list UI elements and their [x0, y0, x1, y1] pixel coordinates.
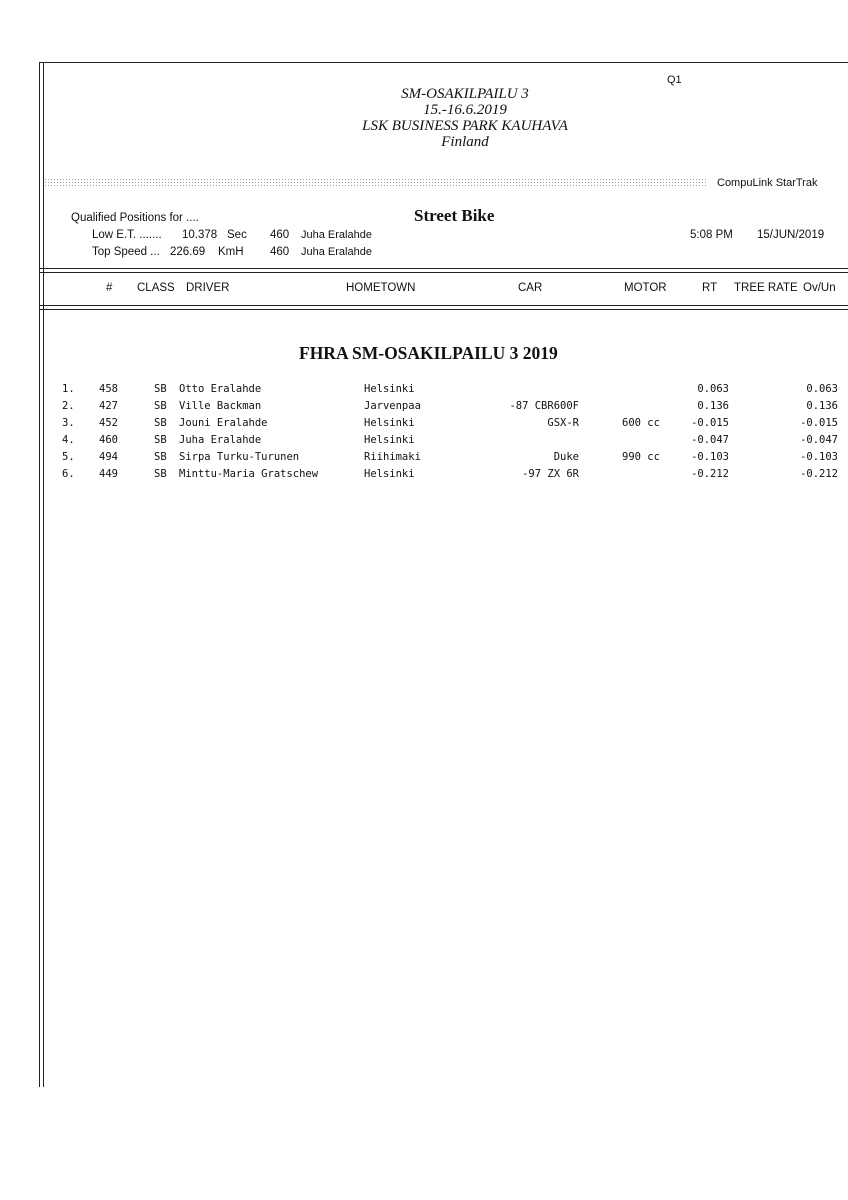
row-position: 2. — [62, 400, 75, 412]
event-header — [300, 86, 630, 150]
row-rt: -0.047 — [691, 434, 729, 446]
system-name: CompuLink StarTrak — [717, 177, 818, 189]
row-class: SB — [154, 468, 167, 480]
row-position: 6. — [62, 468, 75, 480]
low-et-unit: Sec — [227, 229, 247, 241]
row-ov-un: 0.063 — [806, 383, 838, 395]
row-position: 3. — [62, 417, 75, 429]
row-rt: -0.103 — [691, 451, 729, 463]
col-tree-rate: TREE RATE — [734, 282, 798, 294]
top-speed-driver: Juha Eralahde — [301, 246, 372, 258]
row-driver: Ville Backman — [179, 400, 262, 412]
row-car: -97 ZX 6R — [522, 468, 579, 480]
section-title: FHRA SM-OSAKILPAILU 3 2019 — [299, 343, 558, 363]
row-class: SB — [154, 451, 167, 463]
row-position: 5. — [62, 451, 75, 463]
row-hometown: Helsinki — [364, 468, 415, 480]
row-position: 4. — [62, 434, 75, 446]
row-hometown: Jarvenpaa — [364, 400, 421, 412]
row-ov-un: -0.015 — [800, 417, 838, 429]
divider-columns-bottom — [39, 305, 848, 306]
low-et-number: 460 — [270, 229, 290, 241]
row-hometown: Riihimaki — [364, 451, 421, 463]
event-venue: LSK BUSINESS PARK KAUHAVA — [362, 118, 568, 134]
row-driver: Minttu-Maria Gratschew — [179, 468, 319, 480]
col-num: # — [106, 282, 113, 294]
row-driver: Sirpa Turku-Turunen — [179, 451, 300, 463]
row-driver: Juha Eralahde — [179, 434, 262, 446]
top-border — [39, 62, 848, 63]
class-title: Street Bike — [414, 206, 495, 225]
row-number: 452 — [99, 417, 118, 429]
qualified-label: Qualified Positions for .... — [71, 212, 199, 224]
low-et-value: 10.378 — [182, 229, 218, 241]
row-rt: -0.212 — [691, 468, 729, 480]
row-number: 494 — [99, 451, 118, 463]
dotted-separator — [44, 178, 706, 188]
row-number: 460 — [99, 434, 118, 446]
col-hometown: HOMETOWN — [346, 282, 416, 294]
row-car: -87 CBR600F — [509, 400, 579, 412]
report-time: 5:08 PM — [690, 229, 733, 241]
left-border-inner — [43, 62, 44, 1087]
row-rt: 0.136 — [697, 400, 729, 412]
row-ov-un: -0.212 — [800, 468, 838, 480]
col-driver: DRIVER — [186, 282, 230, 294]
report-date: 15/JUN/2019 — [757, 229, 825, 241]
row-ov-un: -0.103 — [800, 451, 838, 463]
col-class: CLASS — [137, 282, 175, 294]
row-motor: 600 cc — [622, 417, 660, 429]
top-speed-value: 226.69 — [170, 246, 206, 258]
row-position: 1. — [62, 383, 75, 395]
row-rt: 0.063 — [697, 383, 729, 395]
row-car: Duke — [553, 451, 579, 463]
divider-qualified-bottom — [39, 268, 848, 269]
row-rt: -0.015 — [691, 417, 729, 429]
row-driver: Jouni Eralahde — [179, 417, 268, 429]
divider-columns-bottom-2 — [39, 309, 848, 310]
row-class: SB — [154, 400, 167, 412]
row-hometown: Helsinki — [364, 434, 415, 446]
row-number: 458 — [99, 383, 118, 395]
row-driver: Otto Eralahde — [179, 383, 262, 395]
low-et-driver: Juha Eralahde — [301, 229, 372, 241]
row-car: GSX-R — [547, 417, 579, 429]
col-rt: RT — [702, 282, 718, 294]
event-dates: 15.-16.6.2019 — [423, 102, 507, 118]
row-hometown: Helsinki — [364, 417, 415, 429]
top-speed-number: 460 — [270, 246, 290, 258]
event-country: Finland — [441, 134, 489, 150]
col-motor: MOTOR — [624, 282, 667, 294]
low-et-label: Low E.T. ....... — [92, 229, 162, 241]
left-border-outer — [39, 62, 40, 1087]
row-hometown: Helsinki — [364, 383, 415, 395]
top-speed-unit: KmH — [218, 246, 244, 258]
row-number: 427 — [99, 400, 118, 412]
event-title: SM-OSAKILPAILU 3 — [401, 86, 529, 102]
row-ov-un: 0.136 — [806, 400, 838, 412]
row-number: 449 — [99, 468, 118, 480]
divider-qualified-bottom-2 — [39, 272, 848, 273]
row-ov-un: -0.047 — [800, 434, 838, 446]
col-ov-un: Ov/Un — [803, 282, 836, 294]
row-class: SB — [154, 434, 167, 446]
col-car: CAR — [518, 282, 543, 294]
row-motor: 990 cc — [622, 451, 660, 463]
row-class: SB — [154, 383, 167, 395]
top-speed-label: Top Speed ... — [92, 246, 160, 258]
page-code: Q1 — [667, 74, 682, 86]
row-class: SB — [154, 417, 167, 429]
